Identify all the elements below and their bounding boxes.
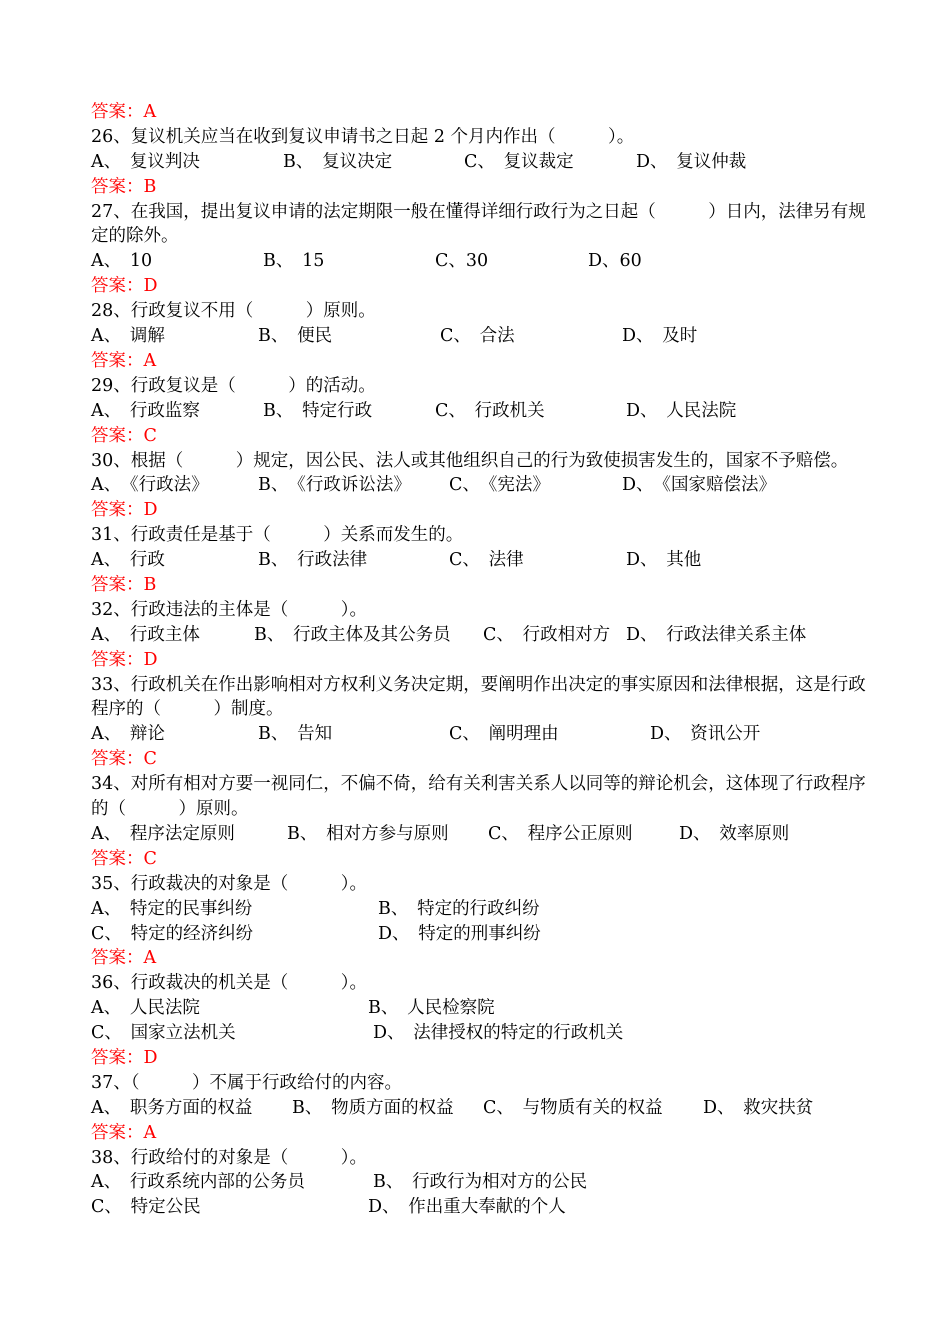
options-27 [91,249,871,274]
option-b: B、 15 [263,251,325,272]
answer-35: 答案：A [91,948,157,969]
question-26: 26、复议机关应当在收到复议申请书之日起 2 个月内作出（ ）。 [91,126,635,147]
option-c: C、 阐明理由 [449,724,559,745]
option-a: A、 行政监察 [91,400,200,421]
option-d: D、 资讯公开 [650,724,761,745]
options-35-row2 [91,922,871,947]
option-d: D、 其他 [626,550,702,571]
option-d: D、 作出重大奉献的个人 [368,1197,566,1218]
options-35-row1 [91,897,871,922]
answer-32: 答案：D [91,649,158,670]
question-32: 32、行政违法的主体是（ ）。 [91,599,368,620]
answer-31: 答案：B [91,574,157,595]
option-b: B、 复议决定 [283,151,393,172]
option-c: C、 国家立法机关 [91,1023,236,1044]
option-d: D、 行政法律关系主体 [626,624,807,645]
options-37 [91,1096,871,1121]
options-36-row1 [91,996,871,1021]
options-31 [91,548,871,573]
options-30 [91,473,871,498]
answer-30: 答案：D [91,500,158,521]
answer-36: 答案：D [91,1047,158,1068]
question-29: 29、行政复议是（ ）的活动。 [91,375,376,396]
option-a: A、 10 [91,251,153,272]
question-28: 28、行政复议不用（ ）原则。 [91,301,376,322]
option-c: C、 程序公正原则 [488,823,633,844]
option-d: D、60 [588,251,642,272]
option-c: C、 与物质有关的权益 [483,1097,663,1118]
answer-line: 答案：A [91,102,157,122]
question-37: 37、（ ）不属于行政给付的内容。 [91,1072,403,1093]
question-27: 27、在我国，提出复议申请的法定期限一般在懂得详细行政行为之日起（ ）日内，法律另有规定的除外。 [91,201,866,247]
option-a: A、 辩论 [91,724,165,745]
option-c: C、 合法 [440,326,515,347]
option-a: A、 职务方面的权益 [91,1097,253,1118]
answer-34: 答案：C [91,848,157,869]
option-c: C、 特定公民 [91,1197,201,1218]
document-page [91,100,871,1220]
question-38: 38、行政给付的对象是（ ）。 [91,1147,368,1168]
option-a: A、 程序法定原则 [91,823,235,844]
option-c: C、 特定的经济纠纷 [91,923,254,944]
option-a: A、 行政 [91,550,165,571]
option-c: C、30 [435,251,489,272]
option-b: B、 告知 [258,724,333,745]
option-b: B、 相对方参与原则 [287,823,449,844]
option-b: B、 便民 [258,326,333,347]
option-c: C、 《宪法》 [449,475,550,496]
option-d: D、 人民法院 [626,400,737,421]
question-30: 30、根据（ ）规定，因公民、法人或其他组织自己的行为致使损害发生的，国家不予赔偿。 [91,450,849,471]
options-32 [91,623,871,648]
answer-33: 答案：C [91,749,157,770]
answer-28: 答案：A [91,350,157,371]
option-b: B、 特定行政 [263,400,373,421]
option-b: B、 行政法律 [258,550,368,571]
option-a: A、 人民法院 [91,998,200,1019]
question-35: 35、行政裁决的对象是（ ）。 [91,873,368,894]
options-36-row2 [91,1021,871,1046]
option-a: A、 《行政法》 [91,475,209,496]
option-c: C、 复议裁定 [464,151,574,172]
option-d: D、 救灾扶贫 [703,1097,814,1118]
options-38-row1 [91,1170,871,1195]
option-b: B、 人民检察院 [368,998,495,1019]
option-d: D、 效率原则 [679,823,790,844]
option-a: A、 行政系统内部的公务员 [91,1172,305,1193]
option-a: A、 调解 [91,326,165,347]
answer-37: 答案：A [91,1122,157,1143]
answer-29: 答案：C [91,425,157,446]
question-34: 34、对所有相对方要一视同仁，不偏不倚，给有关利害关系人以同等的辩论机会，这体现了行政程序的（ ）原则。 [91,774,866,820]
option-b: B、 物质方面的权益 [292,1097,454,1118]
options-29 [91,399,871,424]
option-d: D、 及时 [622,326,698,347]
question-31: 31、行政责任是基于（ ）关系而发生的。 [91,525,464,546]
option-d: D、 《国家赔偿法》 [622,475,777,496]
options-34 [91,822,871,847]
option-c: C、 法律 [449,550,524,571]
option-d: D、 复议仲裁 [636,151,747,172]
option-b: B、 行政行为相对方的公民 [373,1172,588,1193]
answer-27: 答案：D [91,276,158,297]
option-c: C、 行政相对方 [483,624,611,645]
option-a: A、 复议判决 [91,151,200,172]
option-a: A、 行政主体 [91,624,200,645]
answer-26: 答案：B [91,176,157,197]
question-36: 36、行政裁决的机关是（ ）。 [91,973,368,994]
option-d: D、 法律授权的特定的行政机关 [373,1023,624,1044]
options-28 [91,324,871,349]
option-b: B、 行政主体及其公务员 [254,624,451,645]
option-b: B、 特定的行政纠纷 [378,898,540,919]
options-38-row2 [91,1195,871,1220]
options-26 [91,150,871,175]
option-c: C、 行政机关 [435,400,545,421]
question-33: 33、行政机关在作出影响相对方权利义务决定期，要阐明作出决定的事实原因和法律根据，这是行政程序的（ ）制度。 [91,674,866,720]
option-b: B、 《行政诉讼法》 [258,475,411,496]
option-a: A、 特定的民事纠纷 [91,898,253,919]
options-33 [91,722,871,747]
option-d: D、 特定的刑事纠纷 [378,923,541,944]
